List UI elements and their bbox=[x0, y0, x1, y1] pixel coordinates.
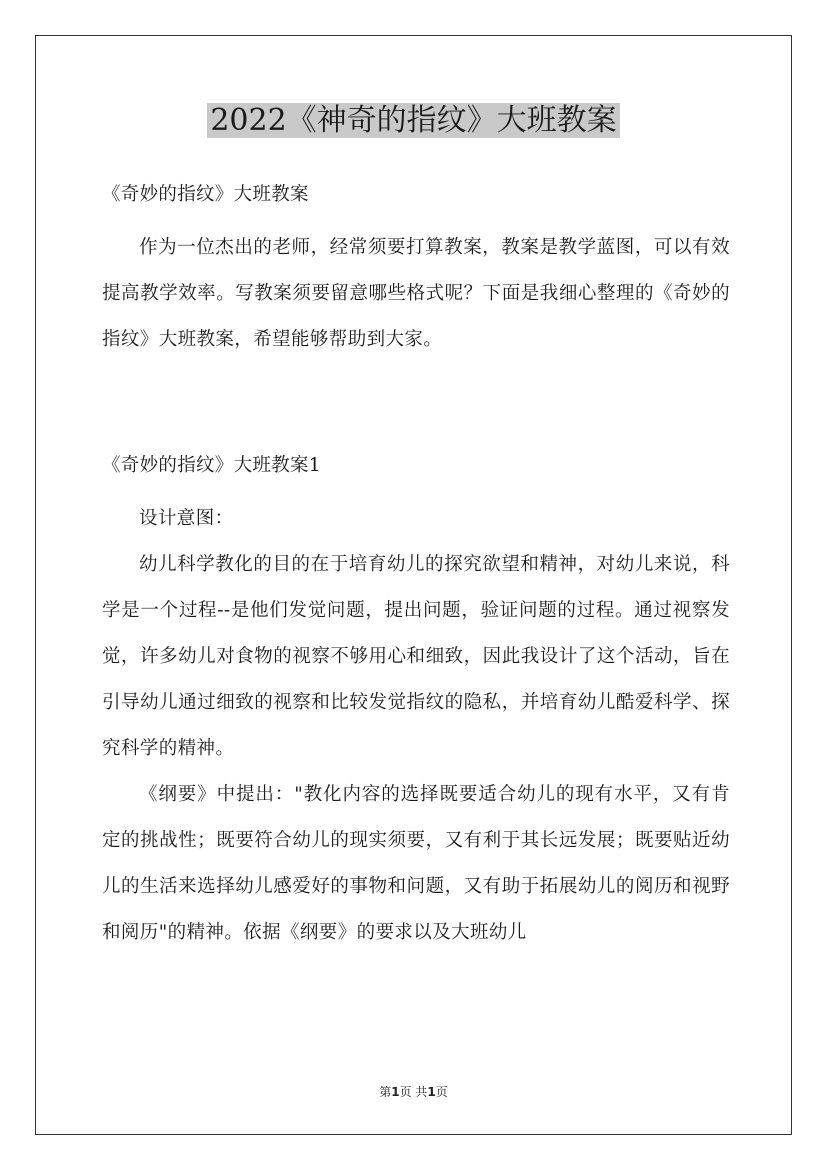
body-paragraph-2: 《纲要》中提出："教化内容的选择既要适合幼儿的现有水平，又有肯定的挑战性；既要符合幼儿的现实须要，又有利于其长远发展；既要贴近幼儿的生活来选择幼儿感爱好的事物和问题，又有助于拓展幼儿的阅历和视野和阅历"的精神。依据《纲要》的要求以及大班幼儿 bbox=[102, 784, 730, 943]
intro-paragraph: 作为一位杰出的老师，经常须要打算教案，教案是教学蓝图，可以有效提高教学效率。写教案须要留意哪些格式呢？下面是我细心整理的《奇妙的指纹》大班教案，希望能够帮助到大家。 bbox=[102, 237, 730, 350]
body-block bbox=[102, 496, 730, 956]
section-heading-block bbox=[102, 451, 730, 477]
section-heading: 《奇妙的指纹》大班教案1 bbox=[102, 455, 321, 476]
footer-mid: 页 共 bbox=[399, 1085, 428, 1099]
body-paragraph-1: 幼儿科学教化的目的在于培育幼儿的探究欲望和精神，对幼儿来说，科学是一个过程--是他们发觉问题，提出问题，验证问题的过程。通过视察发觉，许多幼儿对食物的视察不够用心和细致，因此我设计了这个活动，旨在引导幼儿通过细致的视察和比较发觉指纹的隐私，并培育幼儿酷爱科学、探究科学的精神。 bbox=[102, 554, 730, 759]
page-footer bbox=[0, 1083, 827, 1100]
document-title bbox=[0, 100, 827, 142]
footer-total-pages: 1 bbox=[427, 1085, 436, 1099]
subtitle-block bbox=[102, 180, 730, 206]
document-subtitle: 《奇妙的指纹》大班教案 bbox=[102, 184, 309, 205]
intro-block bbox=[102, 225, 730, 363]
design-intent-label: 设计意图： bbox=[139, 508, 234, 529]
document-title-text: 2022《神奇的指纹》大班教案 bbox=[207, 103, 619, 138]
footer-prefix: 第 bbox=[379, 1085, 392, 1099]
footer-page-number: 1 bbox=[391, 1085, 400, 1099]
footer-suffix: 页 bbox=[435, 1085, 448, 1099]
